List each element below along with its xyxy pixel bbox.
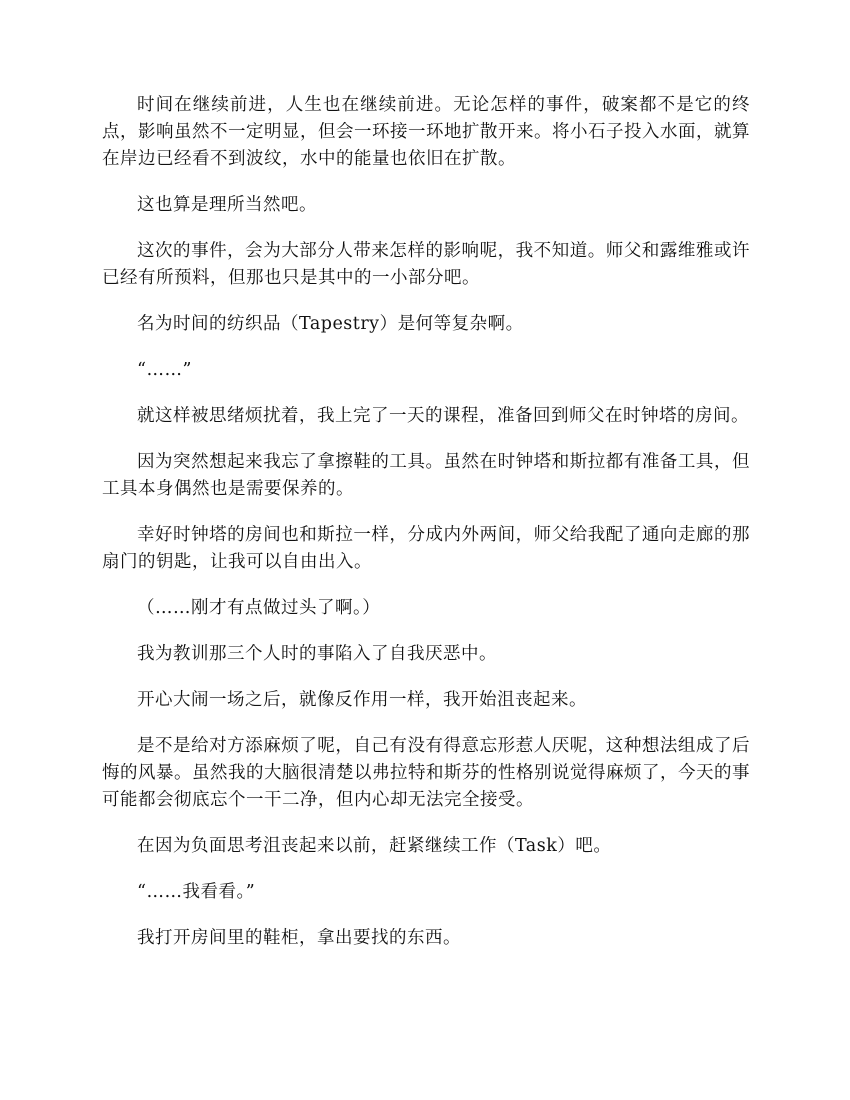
paragraph: 因为突然想起来我忘了拿擦鞋的工具。虽然在时钟塔和斯拉都有准备工具，但工具本身偶然也是需要保养的。 [102,452,750,499]
paragraph: 是不是给对方添麻烦了呢，自己有没有得意忘形惹人厌呢，这种想法组成了后悔的风暴。虽然我的大脑很清楚以弗拉特和斯芬的性格别说觉得麻烦了，今天的事可能都会彻底忘个一干二净，但内心却无法完全接受。 [102,736,750,810]
paragraph: 在因为负面思考沮丧起来以前，赶紧继续工作（Task）吧。 [137,836,612,856]
paragraph: 这也算是理所当然吧。 [137,195,317,215]
paragraph: 名为时间的纺织品（Tapestry）是何等复杂啊。 [137,314,524,334]
paragraph: （……刚才有点做过头了啊。） [137,598,381,618]
document-page [102,92,750,952]
paragraph: 我打开房间里的鞋柜，拿出要找的东西。 [137,928,461,948]
paragraph: 就这样被思绪烦扰着，我上完了一天的课程，准备回到师父在时钟塔的房间。 [137,406,749,426]
paragraph: 这次的事件，会为大部分人带来怎样的影响呢，我不知道。师父和露维雅或许已经有所预料，但那也只是其中的一小部分吧。 [102,241,750,288]
paragraph: 我为教训那三个人时的事陷入了自我厌恶中。 [137,644,497,664]
paragraph: 幸好时钟塔的房间也和斯拉一样，分成内外两间，师父给我配了通向走廊的那扇门的钥匙，让我可以自由出入。 [102,525,750,572]
paragraph: 开心大闹一场之后，就像反作用一样，我开始沮丧起来。 [137,690,587,710]
paragraph: “……我看看。” [137,882,256,902]
paragraph: 时间在继续前进，人生也在继续前进。无论怎样的事件，破案都不是它的终点，影响虽然不一定明显，但会一环接一环地扩散开来。将小石子投入水面，就算在岸边已经看不到波纹，水中的能量也依旧在扩散。 [102,95,750,169]
paragraph: “……” [137,360,192,380]
